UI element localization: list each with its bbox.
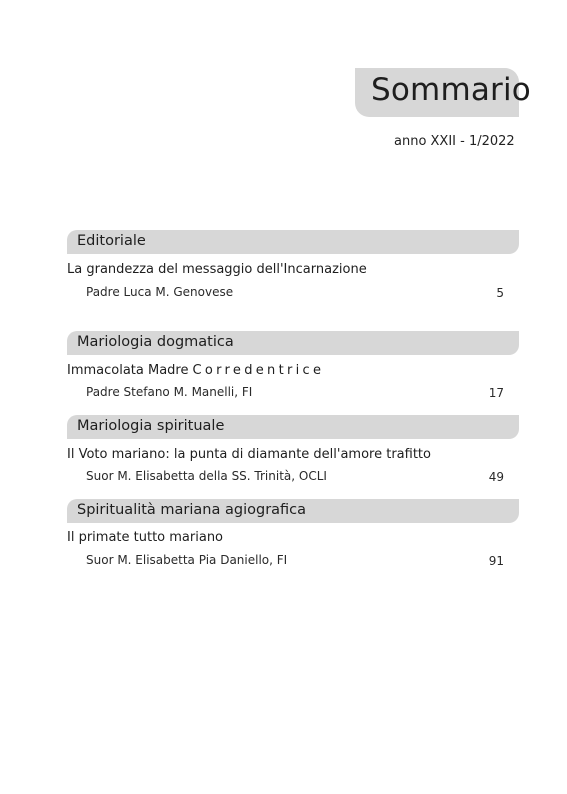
article-author: Suor M. Elisabetta Pia Daniello, FI: [86, 553, 288, 567]
section-heading: Mariologia spirituale: [77, 418, 225, 434]
article-page-number: 17: [488, 386, 504, 400]
section-header-spiritualita-mariana-agiografica: [67, 499, 519, 523]
page-title: Sommario: [371, 72, 531, 108]
issue-label: anno XXII - 1/2022: [394, 134, 515, 149]
article-title-text: Immacolata Madre: [67, 363, 189, 378]
section-header-mariologia-spirituale: [67, 415, 519, 439]
article-author: Padre Stefano M. Manelli, FI: [86, 385, 253, 399]
section-heading: Mariologia dogmatica: [77, 334, 234, 350]
section-header-editoriale: [67, 230, 519, 254]
section-heading: Editoriale: [77, 233, 146, 249]
article-page-number: 5: [496, 286, 504, 300]
article-title[interactable]: [67, 363, 324, 378]
article-title-text: La grandezza del messaggio dell'Incarnazione: [67, 262, 367, 277]
section-heading: Spiritualità mariana agiografica: [77, 502, 307, 518]
article-title[interactable]: [67, 530, 223, 545]
article-author: Suor M. Elisabetta della SS. Trinità, OCLI: [86, 469, 327, 483]
article-title-text: Il Voto mariano: la punta di diamante dell'amore trafitto: [67, 447, 431, 462]
toc-title-box: [355, 68, 531, 117]
article-author: Padre Luca M. Genovese: [86, 285, 234, 299]
article-page-number: 49: [488, 470, 504, 484]
section-header-mariologia-dogmatica: [67, 331, 519, 355]
article-title[interactable]: [67, 447, 431, 462]
article-title[interactable]: [67, 262, 367, 277]
article-title-spaced-text: Corredentrice: [192, 363, 325, 378]
article-title-text: Il primate tutto mariano: [67, 530, 224, 545]
article-page-number: 91: [488, 554, 504, 568]
